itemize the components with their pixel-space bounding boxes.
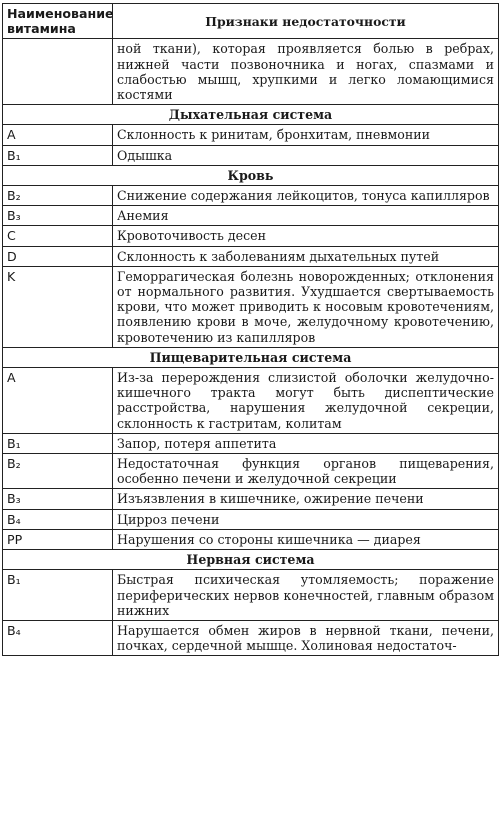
vitamin-name-cell: B₄ [3, 509, 113, 529]
table-row [3, 266, 499, 347]
vitamin-name-cell: PP [3, 529, 113, 549]
vitamin-name-cell: A [3, 125, 113, 145]
table-row [3, 433, 499, 453]
vitamin-name-cell: B₃ [3, 489, 113, 509]
section-title: Дыхательная система [3, 105, 499, 125]
section-header-row [3, 550, 499, 570]
vitamin-name-cell: C [3, 226, 113, 246]
deficiency-description-cell: Снижение содержания лейкоцитов, тонуса капилляров [113, 186, 499, 206]
deficiency-description-cell: Нарушается обмен жиров в нервной ткани, печени, почках, сердечной мышце. Холиновая недостаточ- [113, 620, 499, 655]
deficiency-description-cell: Недостаточная функция органов пищеварения, особенно печени и желудочной секреции [113, 454, 499, 489]
vitamin-name-cell: B₂ [3, 454, 113, 489]
vitamin-name-cell: B₁ [3, 570, 113, 621]
deficiency-description-cell: Склонность к ринитам, бронхитам, пневмонии [113, 125, 499, 145]
vitamin-name-cell: B₁ [3, 145, 113, 165]
table-row [3, 145, 499, 165]
vitamin-name-cell: B₁ [3, 433, 113, 453]
header-deficiency-signs: Признаки недостаточности [113, 4, 499, 39]
vitamin-name-cell: B₂ [3, 186, 113, 206]
section-title: Нервная система [3, 550, 499, 570]
deficiency-description-cell: Запор, потеря аппетита [113, 433, 499, 453]
continuation-text: ной ткани), которая проявляется болью в ребрах, нижней части позвоночника и ногах, спазмами и слабостью мышц, хрупкими и легко ломающимися костями [113, 39, 499, 105]
deficiency-description-cell: Склонность к заболеваниям дыхательных путей [113, 246, 499, 266]
vitamin-name-cell: B₄ [3, 620, 113, 655]
table-row [3, 226, 499, 246]
table-row [3, 186, 499, 206]
table-row [3, 454, 499, 489]
section-title: Кровь [3, 165, 499, 185]
vitamin-name-cell: B₃ [3, 206, 113, 226]
section-header-row [3, 347, 499, 367]
continuation-vitamin-cell [3, 39, 113, 105]
section-header-row [3, 165, 499, 185]
table-row [3, 620, 499, 655]
deficiency-description-cell: Цирроз печени [113, 509, 499, 529]
vitamin-name-cell: D [3, 246, 113, 266]
section-header-row [3, 105, 499, 125]
deficiency-description-cell: Из-за перерождения слизистой оболочки желудочно-кишечного тракта могут быть диспептические расстройства, нарушения желудочной секреции, склонность к гастритам, колитам [113, 368, 499, 434]
table-row [3, 529, 499, 549]
table-row [3, 125, 499, 145]
deficiency-description-cell: Нарушения со стороны кишечника — диарея [113, 529, 499, 549]
table-row [3, 509, 499, 529]
deficiency-description-cell: Изъязвления в кишечнике, ожирение печени [113, 489, 499, 509]
vitamin-deficiency-table [2, 3, 499, 656]
header-vitamin-name: Наименование витамина [3, 4, 113, 39]
section-title: Пищеварительная система [3, 347, 499, 367]
deficiency-description-cell: Кровоточивость десен [113, 226, 499, 246]
deficiency-description-cell: Одышка [113, 145, 499, 165]
table-header-row [3, 4, 499, 39]
vitamin-name-cell: K [3, 266, 113, 347]
vitamin-name-cell: A [3, 368, 113, 434]
deficiency-description-cell: Анемия [113, 206, 499, 226]
table-row [3, 368, 499, 434]
continuation-row [3, 39, 499, 105]
table-row [3, 489, 499, 509]
table-row [3, 206, 499, 226]
table-row [3, 246, 499, 266]
deficiency-description-cell: Быстрая психическая утомляемость; поражение периферических нервов конечностей, главным образом нижних [113, 570, 499, 621]
table-row [3, 570, 499, 621]
deficiency-description-cell: Геморрагическая болезнь новорожденных; отклонения от нормального развития. Ухудшается свертываемость крови, что может приводить к носовым кровотечениям, появлению крови в моче, желудочному кровотечению, кровотечению из капилляров [113, 266, 499, 347]
